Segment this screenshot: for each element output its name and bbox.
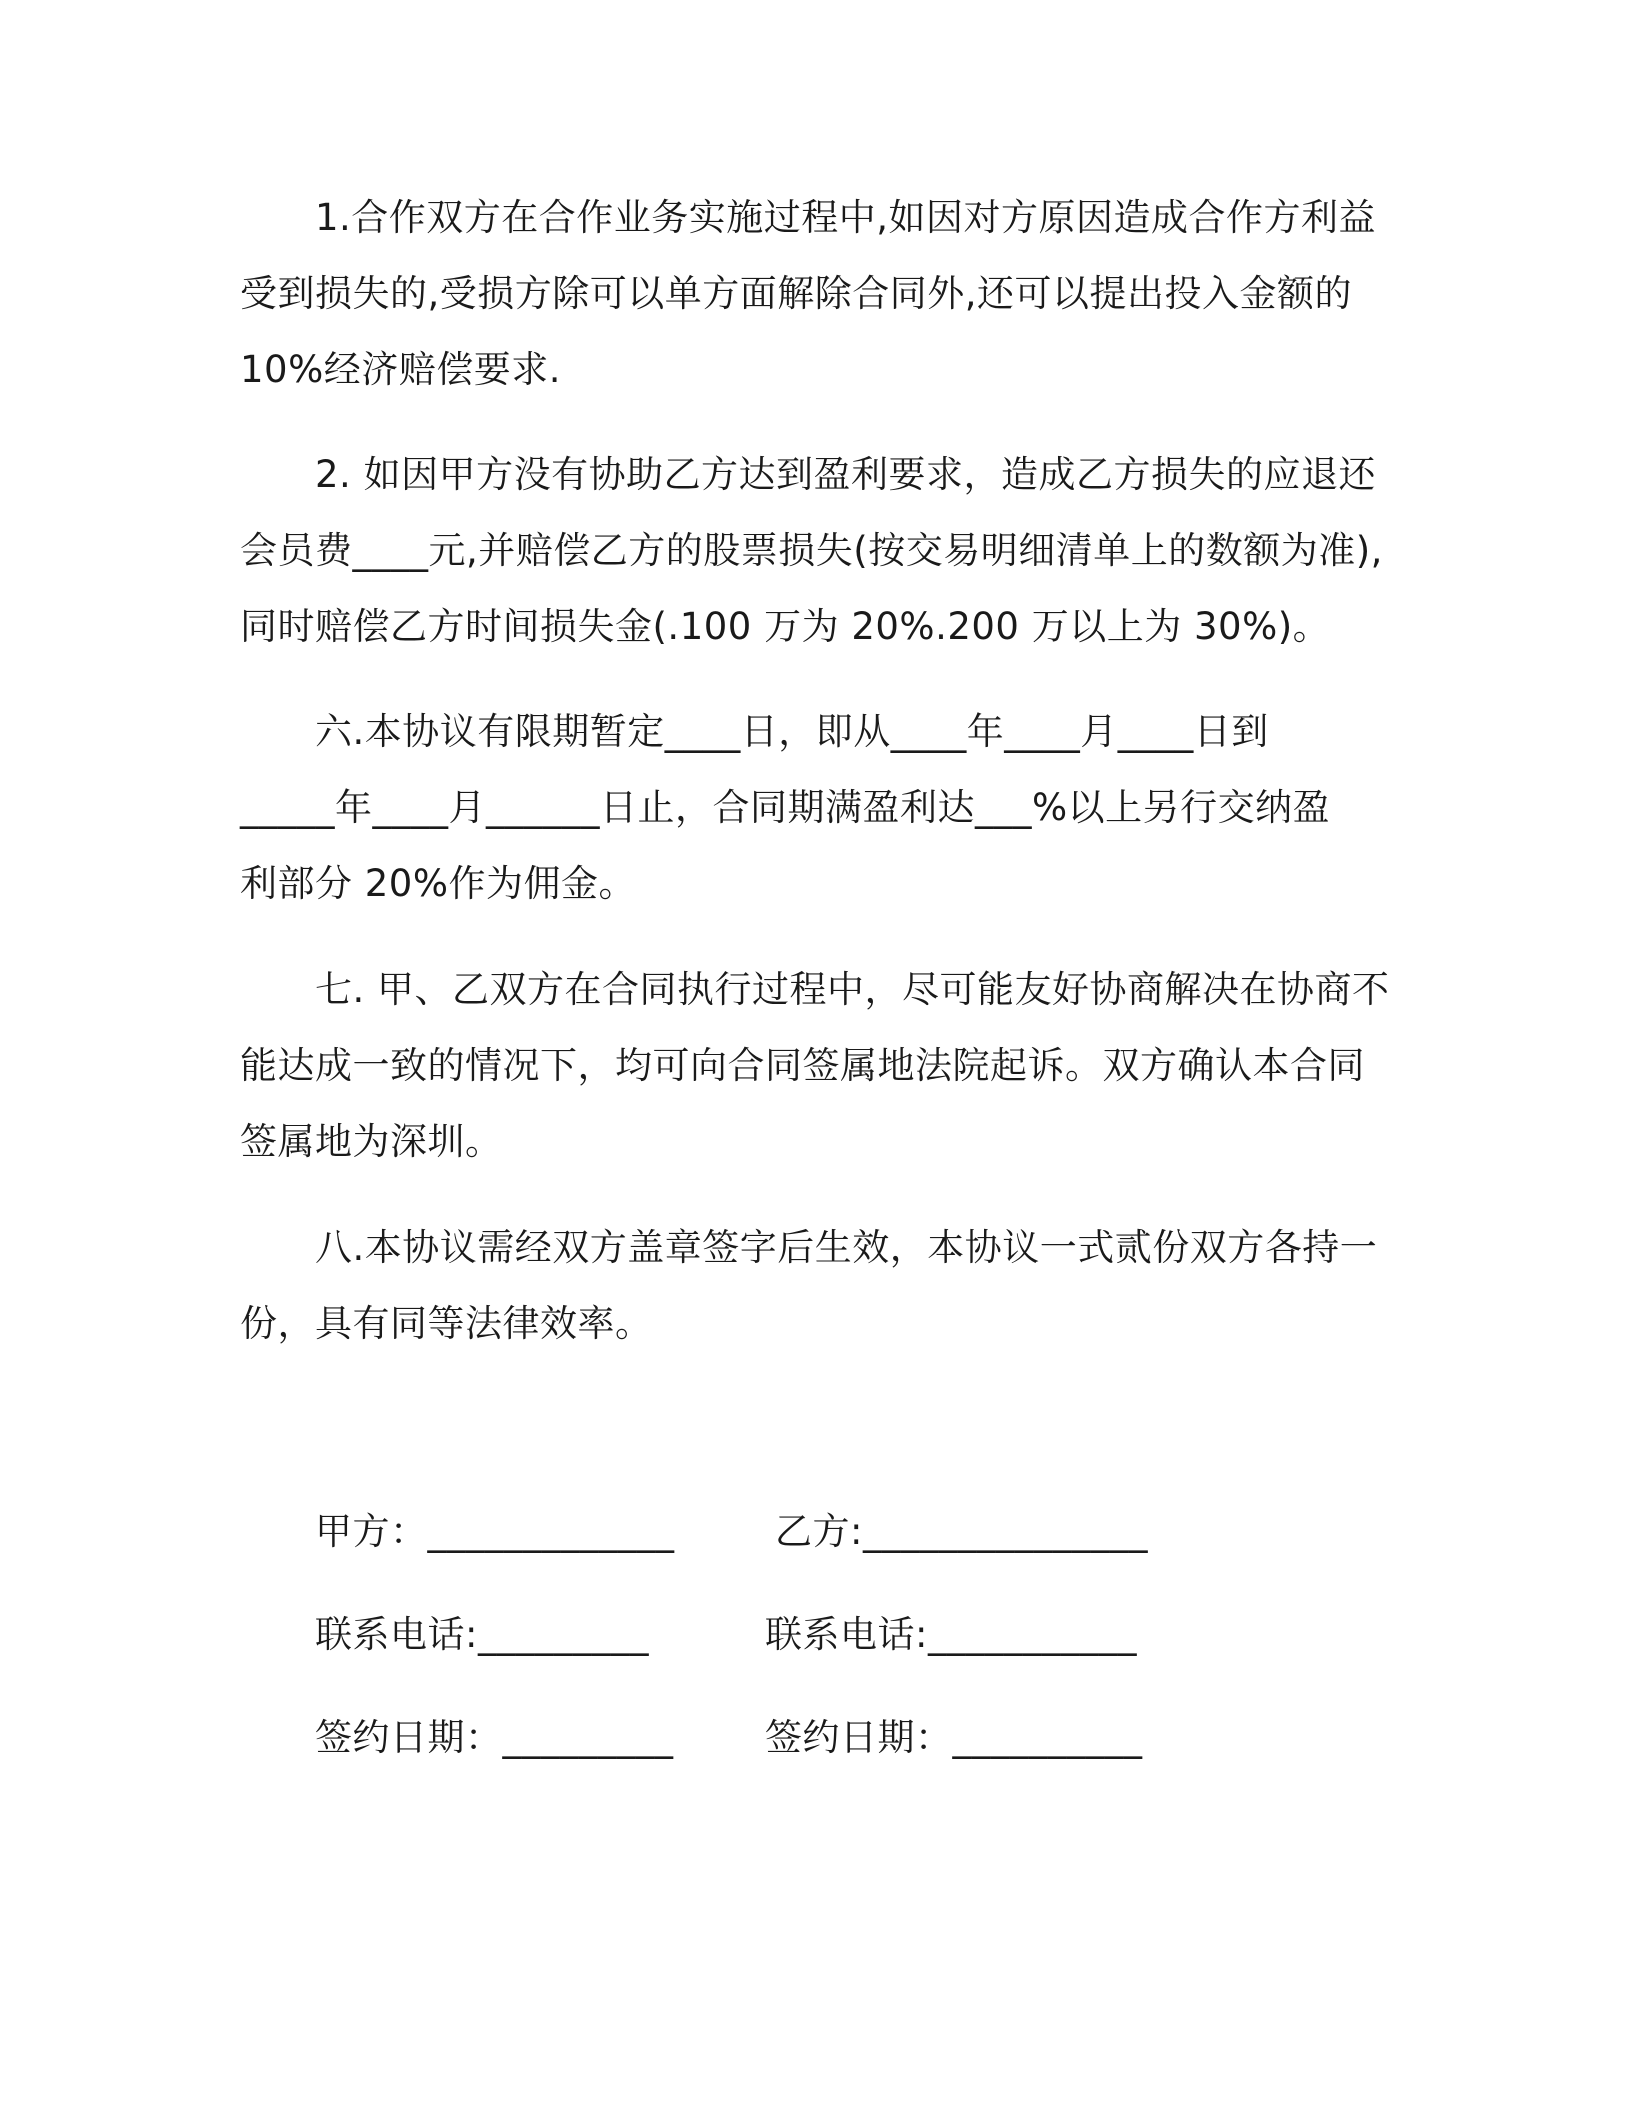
clause-line: 份，具有同等法律效率。 [240, 1302, 653, 1345]
clause-line: 利部分 20%作为佣金。 [240, 862, 636, 905]
clause-line: 1.合作双方在合作业务实施过程中,如因对方原因造成合作方利益 [315, 196, 1377, 239]
clause-line: 六.本协议有限期暂定____日，即从____年____月____日到 [315, 710, 1269, 753]
clause-line: 同时赔偿乙方时间损失金(.100 万为 20%.200 万以上为 30%)。 [240, 605, 1331, 648]
clause-2 [240, 437, 1390, 665]
clause-line: 七. 甲、乙双方在合同执行过程中，尽可能友好协商解决在协商不 [315, 968, 1390, 1011]
clause-line: 签属地为深圳。 [240, 1120, 503, 1163]
clause-line: 2. 如因甲方没有协助乙方达到盈利要求，造成乙方损失的应退还 [315, 453, 1377, 496]
clause-line: 八.本协议需经双方盖章签字后生效，本协议一式贰份双方各持一 [315, 1226, 1378, 1269]
sign-date-b-field: 签约日期：__________ [765, 1716, 1143, 1759]
phone-a-field: 联系电话:_________ [315, 1613, 649, 1656]
clause-line: 10%经济赔偿要求. [240, 348, 561, 391]
clause-7 [240, 952, 1390, 1180]
phone-b-field: 联系电话:___________ [765, 1613, 1137, 1656]
clause-line: _____年____月______日止，合同期满盈利达___%以上另行交纳盈 [240, 786, 1331, 829]
clause-line: 受到损失的,受损方除可以单方面解除合同外,还可以提出投入金额的 [240, 272, 1353, 315]
clause-1 [240, 180, 1390, 408]
clause-6 [240, 694, 1390, 922]
clause-line: 能达成一致的情况下，均可向合同签属地法院起诉。双方确认本合同 [240, 1044, 1365, 1087]
sign-date-a-field: 签约日期：_________ [315, 1716, 674, 1759]
party-a-field: 甲方：_____________ [315, 1510, 675, 1553]
clause-8 [240, 1210, 1390, 1362]
party-b-field: 乙方:_______________ [775, 1510, 1148, 1553]
clause-line: 会员费____元,并赔偿乙方的股票损失(按交易明细清单上的数额为准), [240, 529, 1383, 572]
